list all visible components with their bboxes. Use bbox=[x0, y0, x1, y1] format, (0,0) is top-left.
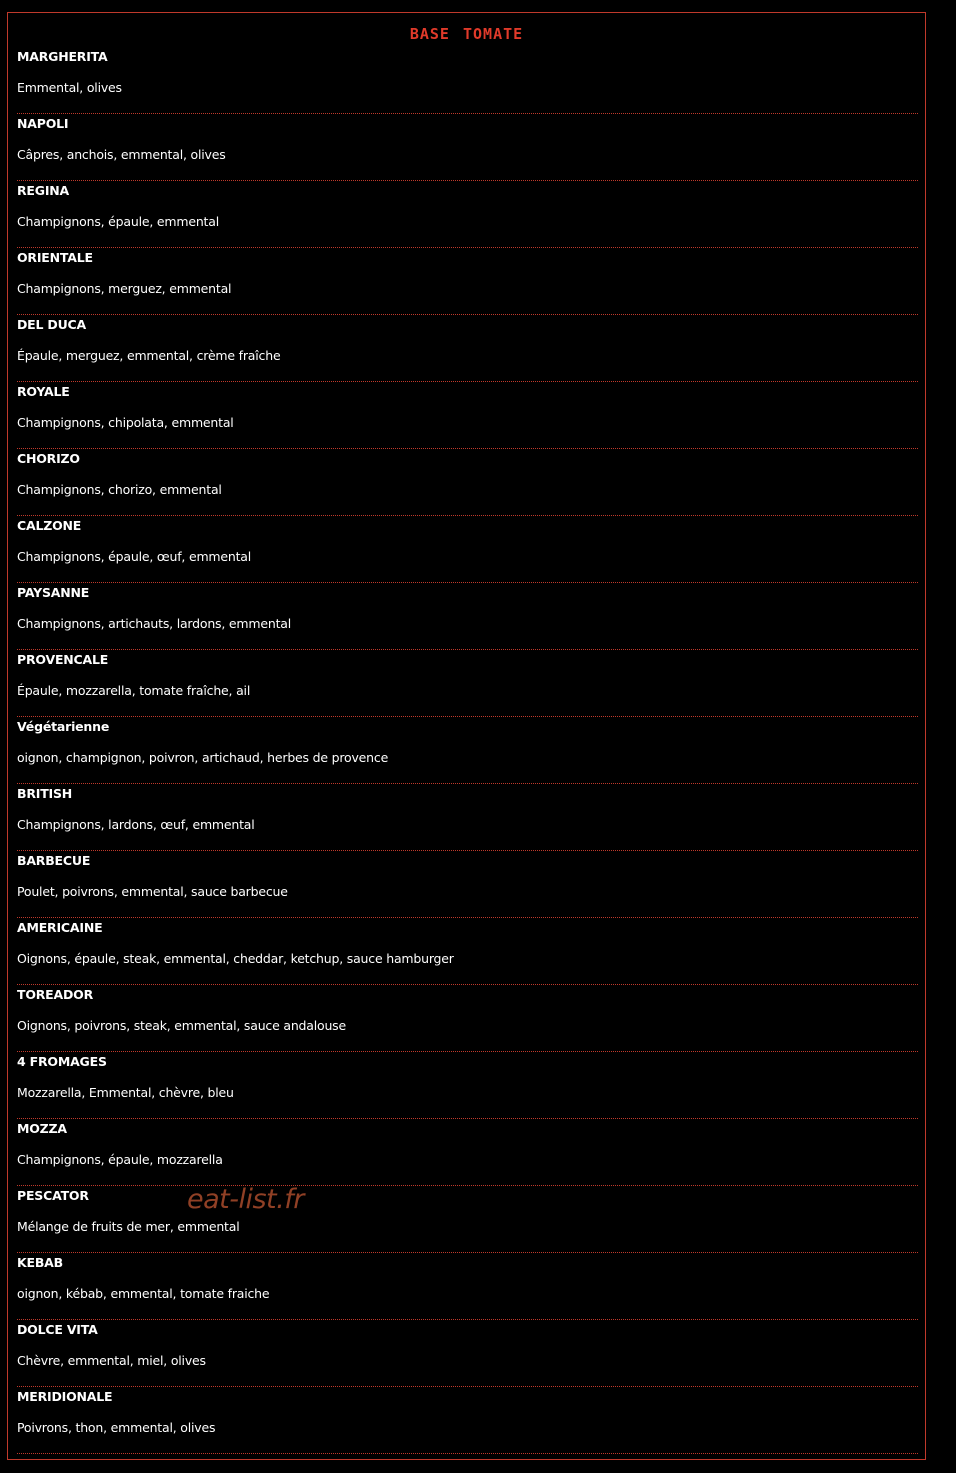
item-name: ORIENTALE bbox=[17, 250, 93, 265]
item-name: TOREADOR bbox=[17, 987, 94, 1002]
menu-item bbox=[17, 650, 918, 717]
item-description: Champignons, artichauts, lardons, emmental bbox=[17, 616, 291, 631]
menu-item bbox=[17, 1387, 918, 1454]
menu-item bbox=[17, 248, 918, 315]
item-name: CALZONE bbox=[17, 518, 82, 533]
item-description: Câpres, anchois, emmental, olives bbox=[17, 147, 226, 162]
item-description: oignon, kébab, emmental, tomate fraiche bbox=[17, 1286, 270, 1301]
item-name: KEBAB bbox=[17, 1255, 63, 1270]
item-description: Champignons, lardons, œuf, emmental bbox=[17, 817, 255, 832]
menu-item bbox=[17, 784, 918, 851]
menu-panel bbox=[7, 12, 926, 1460]
item-description: oignon, champignon, poivron, artichaud, herbes de provence bbox=[17, 750, 389, 765]
item-description: Oignons, épaule, steak, emmental, cheddar, ketchup, sauce hamburger bbox=[17, 951, 454, 966]
menu-list bbox=[17, 47, 918, 1454]
item-name: BRITISH bbox=[17, 786, 73, 801]
item-name: MOZZA bbox=[17, 1121, 67, 1136]
item-description: Chèvre, emmental, miel, olives bbox=[17, 1353, 206, 1368]
item-description: Champignons, épaule, œuf, emmental bbox=[17, 549, 252, 564]
menu-item bbox=[17, 1253, 918, 1320]
item-description: Champignons, chorizo, emmental bbox=[17, 482, 222, 497]
menu-item bbox=[17, 1052, 918, 1119]
item-description: Emmental, olives bbox=[17, 80, 122, 95]
section-title: BASE TOMATE bbox=[409, 25, 524, 43]
menu-item bbox=[17, 47, 918, 114]
item-description: Champignons, épaule, emmental bbox=[17, 214, 219, 229]
menu-item bbox=[17, 918, 918, 985]
item-name: PAYSANNE bbox=[17, 585, 90, 600]
menu-item bbox=[17, 315, 918, 382]
menu-item bbox=[17, 1186, 918, 1253]
item-name: DEL DUCA bbox=[17, 317, 87, 332]
menu-item bbox=[17, 516, 918, 583]
menu-item bbox=[17, 583, 918, 650]
item-description: Épaule, merguez, emmental, crème fraîche bbox=[17, 348, 281, 363]
item-name: Végétarienne bbox=[17, 719, 110, 734]
item-description: Poulet, poivrons, emmental, sauce barbecue bbox=[17, 884, 288, 899]
item-name: BARBECUE bbox=[17, 853, 91, 868]
item-name: MERIDIONALE bbox=[17, 1389, 113, 1404]
item-description: Oignons, poivrons, steak, emmental, sauce andalouse bbox=[17, 1018, 346, 1033]
item-name: CHORIZO bbox=[17, 451, 80, 466]
menu-item bbox=[17, 717, 918, 784]
menu-item bbox=[17, 1320, 918, 1387]
item-name: ROYALE bbox=[17, 384, 70, 399]
item-description: Champignons, épaule, mozzarella bbox=[17, 1152, 223, 1167]
menu-item bbox=[17, 449, 918, 516]
item-name: PESCATOR bbox=[17, 1188, 89, 1203]
item-name: MARGHERITA bbox=[17, 49, 108, 64]
item-name: AMERICAINE bbox=[17, 920, 103, 935]
item-description: Mozzarella, Emmental, chèvre, bleu bbox=[17, 1085, 234, 1100]
menu-item bbox=[17, 851, 918, 918]
menu-item bbox=[17, 181, 918, 248]
item-description: Épaule, mozzarella, tomate fraîche, ail bbox=[17, 683, 251, 698]
item-description: Champignons, chipolata, emmental bbox=[17, 415, 234, 430]
item-name: PROVENCALE bbox=[17, 652, 109, 667]
item-description: Poivrons, thon, emmental, olives bbox=[17, 1420, 216, 1435]
item-name: NAPOLI bbox=[17, 116, 69, 131]
menu-item bbox=[17, 1119, 918, 1186]
watermark: eat-list.fr bbox=[187, 1184, 304, 1215]
item-name: 4 FROMAGES bbox=[17, 1054, 107, 1069]
menu-item bbox=[17, 382, 918, 449]
item-description: Champignons, merguez, emmental bbox=[17, 281, 232, 296]
item-name: REGINA bbox=[17, 183, 70, 198]
item-description: Mélange de fruits de mer, emmental bbox=[17, 1219, 240, 1234]
menu-item bbox=[17, 985, 918, 1052]
item-name: DOLCE VITA bbox=[17, 1322, 98, 1337]
menu-item bbox=[17, 114, 918, 181]
